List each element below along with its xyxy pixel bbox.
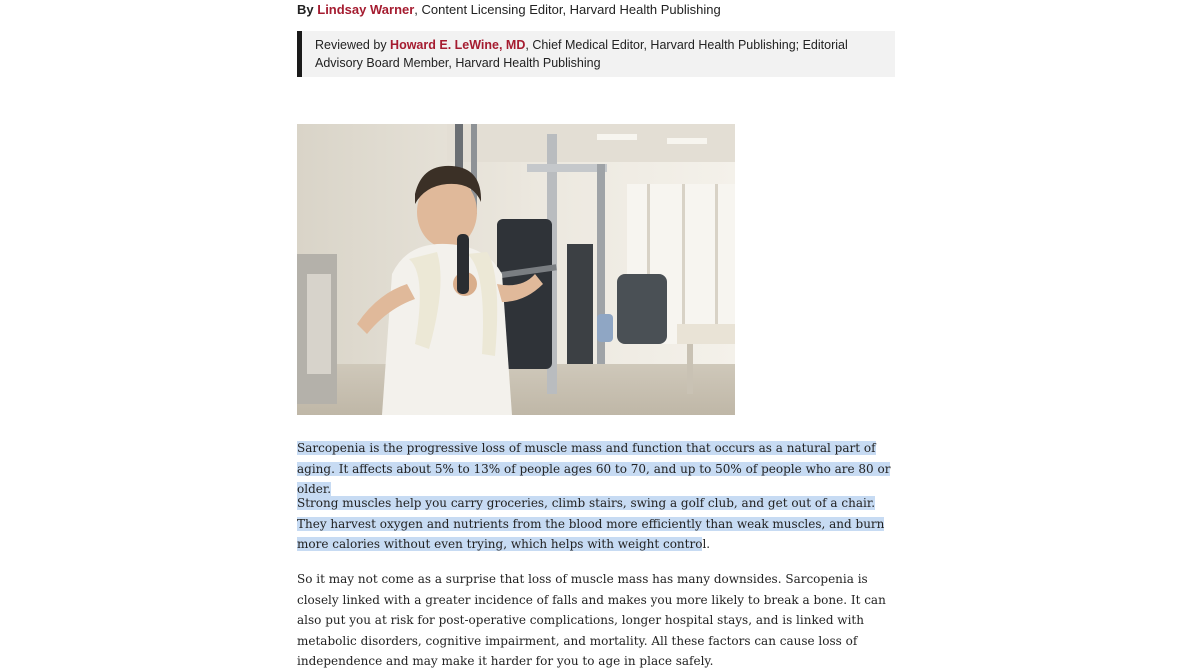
- reviewer-prefix: Reviewed by: [315, 38, 391, 52]
- article-paragraph-1: [297, 438, 895, 500]
- author-role: , Content Licensing Editor, Harvard Health Publishing: [414, 2, 721, 17]
- author-link[interactable]: Lindsay Warner: [317, 2, 415, 17]
- article-paragraph-3: [297, 569, 895, 672]
- hero-image: [297, 124, 735, 415]
- byline-prefix: By: [297, 2, 314, 17]
- article-byline: [297, 0, 895, 20]
- paragraph-2-rest-text: l.: [702, 537, 711, 551]
- reviewer-link[interactable]: Howard E. LeWine, MD: [390, 38, 526, 52]
- reviewer-role: , Chief Medical Editor, Harvard Health Publishing; Editorial Advisory Board Member, Harvard Health Publishing: [315, 38, 848, 70]
- paragraph-3-text: So it may not come as a surprise that loss of muscle mass has many downsides. Sarcopenia is closely linked with a greater incidence of falls and makes you more likely to break a bone. It can also put you at risk for post-operative complications, longer hospital stays, and is linked with metabolic disorders, cognitive impairment, and mortality. All these factors can cause loss of independence and may make it harder for you to age in place safely.: [297, 572, 886, 668]
- reviewer-box: [297, 31, 895, 77]
- gym-photo: [297, 124, 735, 415]
- paragraph-2-selected-text: Strong muscles help you carry groceries, climb stairs, swing a golf club, and get out of a chair. They harvest oxygen and nutrients from the blood more efficiently than weak muscles, and burn more calories without even trying, which helps with weight contro: [297, 496, 885, 551]
- paragraph-1-text: Sarcopenia is the progressive loss of muscle mass and function that occurs as a natural part of aging. It affects about 5% to 13% of people ages 60 to 70, and up to 50% of people who are 80 or older.: [297, 441, 891, 496]
- article-paragraph-2: [297, 493, 895, 555]
